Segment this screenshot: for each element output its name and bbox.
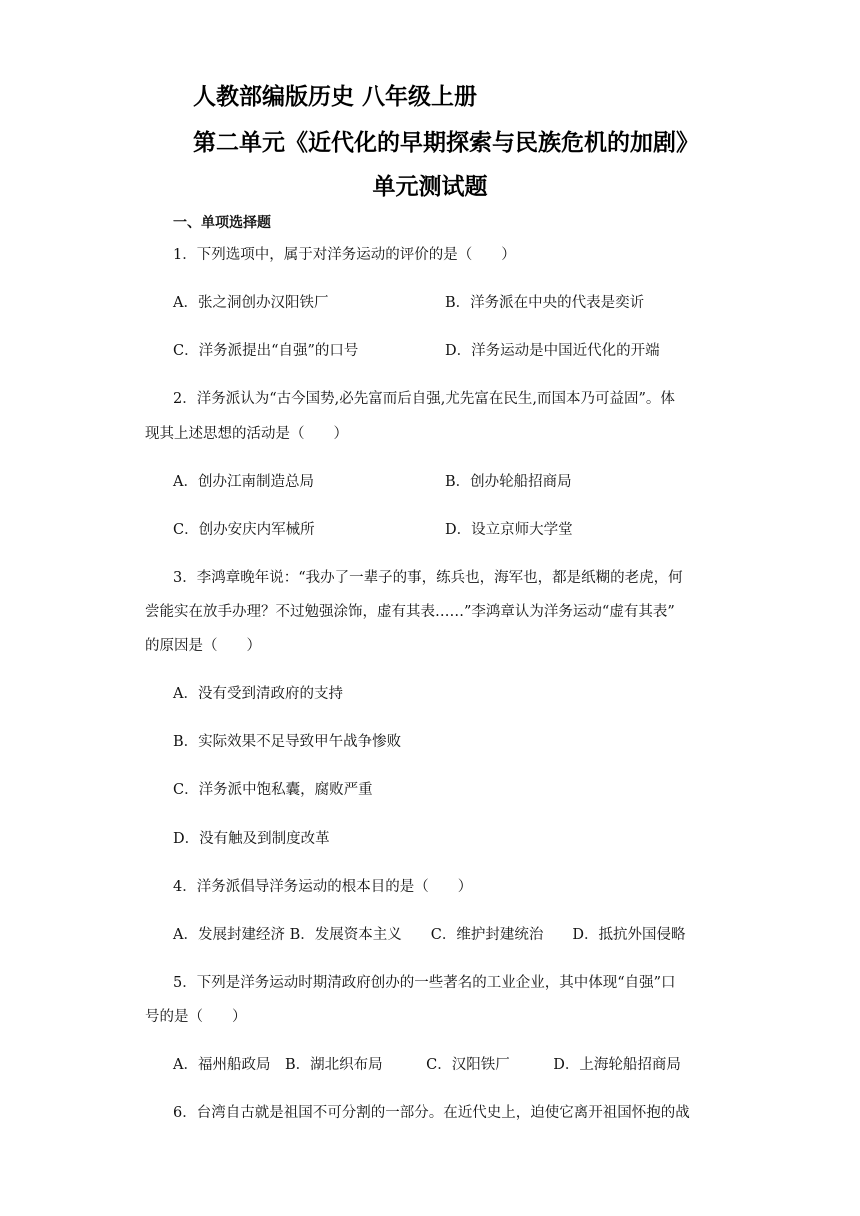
doc-title-textbook: 人教部编版历史 八年级上册 [193,84,478,110]
q3-option-d: D．没有触及到制度改革 [173,831,330,847]
q4-stem: 4．洋务派倡导洋务运动的根本目的是（ ） [173,879,473,895]
q6-stem-line1: 6．台湾自古就是祖国不可分割的一部分。在近代史上，迫使它离开祖国怀抱的战 [173,1105,690,1121]
q2-option-c: C．创办安庆内军械所 [173,522,315,538]
q3-stem-line1: 3．李鸿章晚年说：“我办了一辈子的事，练兵也，海军也，都是纸糊的老虎，何 [173,570,683,586]
section-heading: 一、单项选择题 [173,215,271,231]
doc-title-test: 单元测试题 [372,174,488,200]
q2-stem-line2: 现其上述思想的活动是（ ） [145,426,348,442]
q3-option-b: B．实际效果不足导致甲午战争惨败 [173,734,402,750]
q2-option-a: A．创办江南制造总局 [173,474,314,490]
q3-stem-line2: 尝能实在放手办理？不过勉强涂饰，虚有其表……”李鸿章认为洋务运动“虚有其表” [145,604,675,620]
q2-stem-line1: 2．洋务派认为“古今国势,必先富而后自强,尤先富在民生,而国本乃可益固”。体 [173,391,675,407]
q1-option-d: D．洋务运动是中国近代化的开端 [445,343,660,359]
q3-option-c: C．洋务派中饱私囊，腐败严重 [173,782,373,798]
q2-option-d: D．设立京师大学堂 [445,522,573,538]
q4-options: A．发展封建经济 B．发展资本主义 C．维护封建统治 D．抵抗外国侵略 [173,927,686,943]
q1-option-b: B．洋务派在中央的代表是奕䜣 [445,295,645,311]
q5-stem-line1: 5．下列是洋务运动时期清政府创办的一些著名的工业企业，其中体现“自强”口 [173,975,676,991]
q1-stem: 1．下列选项中，属于对洋务运动的评价的是（ ） [173,247,516,263]
q1-option-a: A．张之洞创办汉阳铁厂 [173,295,329,311]
q3-stem-line3: 的原因是（ ） [145,638,261,654]
q1-option-c: C．洋务派提出“自强”的口号 [173,343,359,359]
q5-options: A．福州船政局 B．湖北织布局 C．汉阳铁厂 D．上海轮船招商局 [173,1057,681,1073]
doc-title-unit: 第二单元《近代化的早期探索与民族危机的加剧》 [193,130,699,156]
q3-option-a: A．没有受到清政府的支持 [173,686,343,702]
q2-option-b: B．创办轮船招商局 [445,474,572,490]
q5-stem-line2: 号的是（ ） [145,1009,247,1025]
